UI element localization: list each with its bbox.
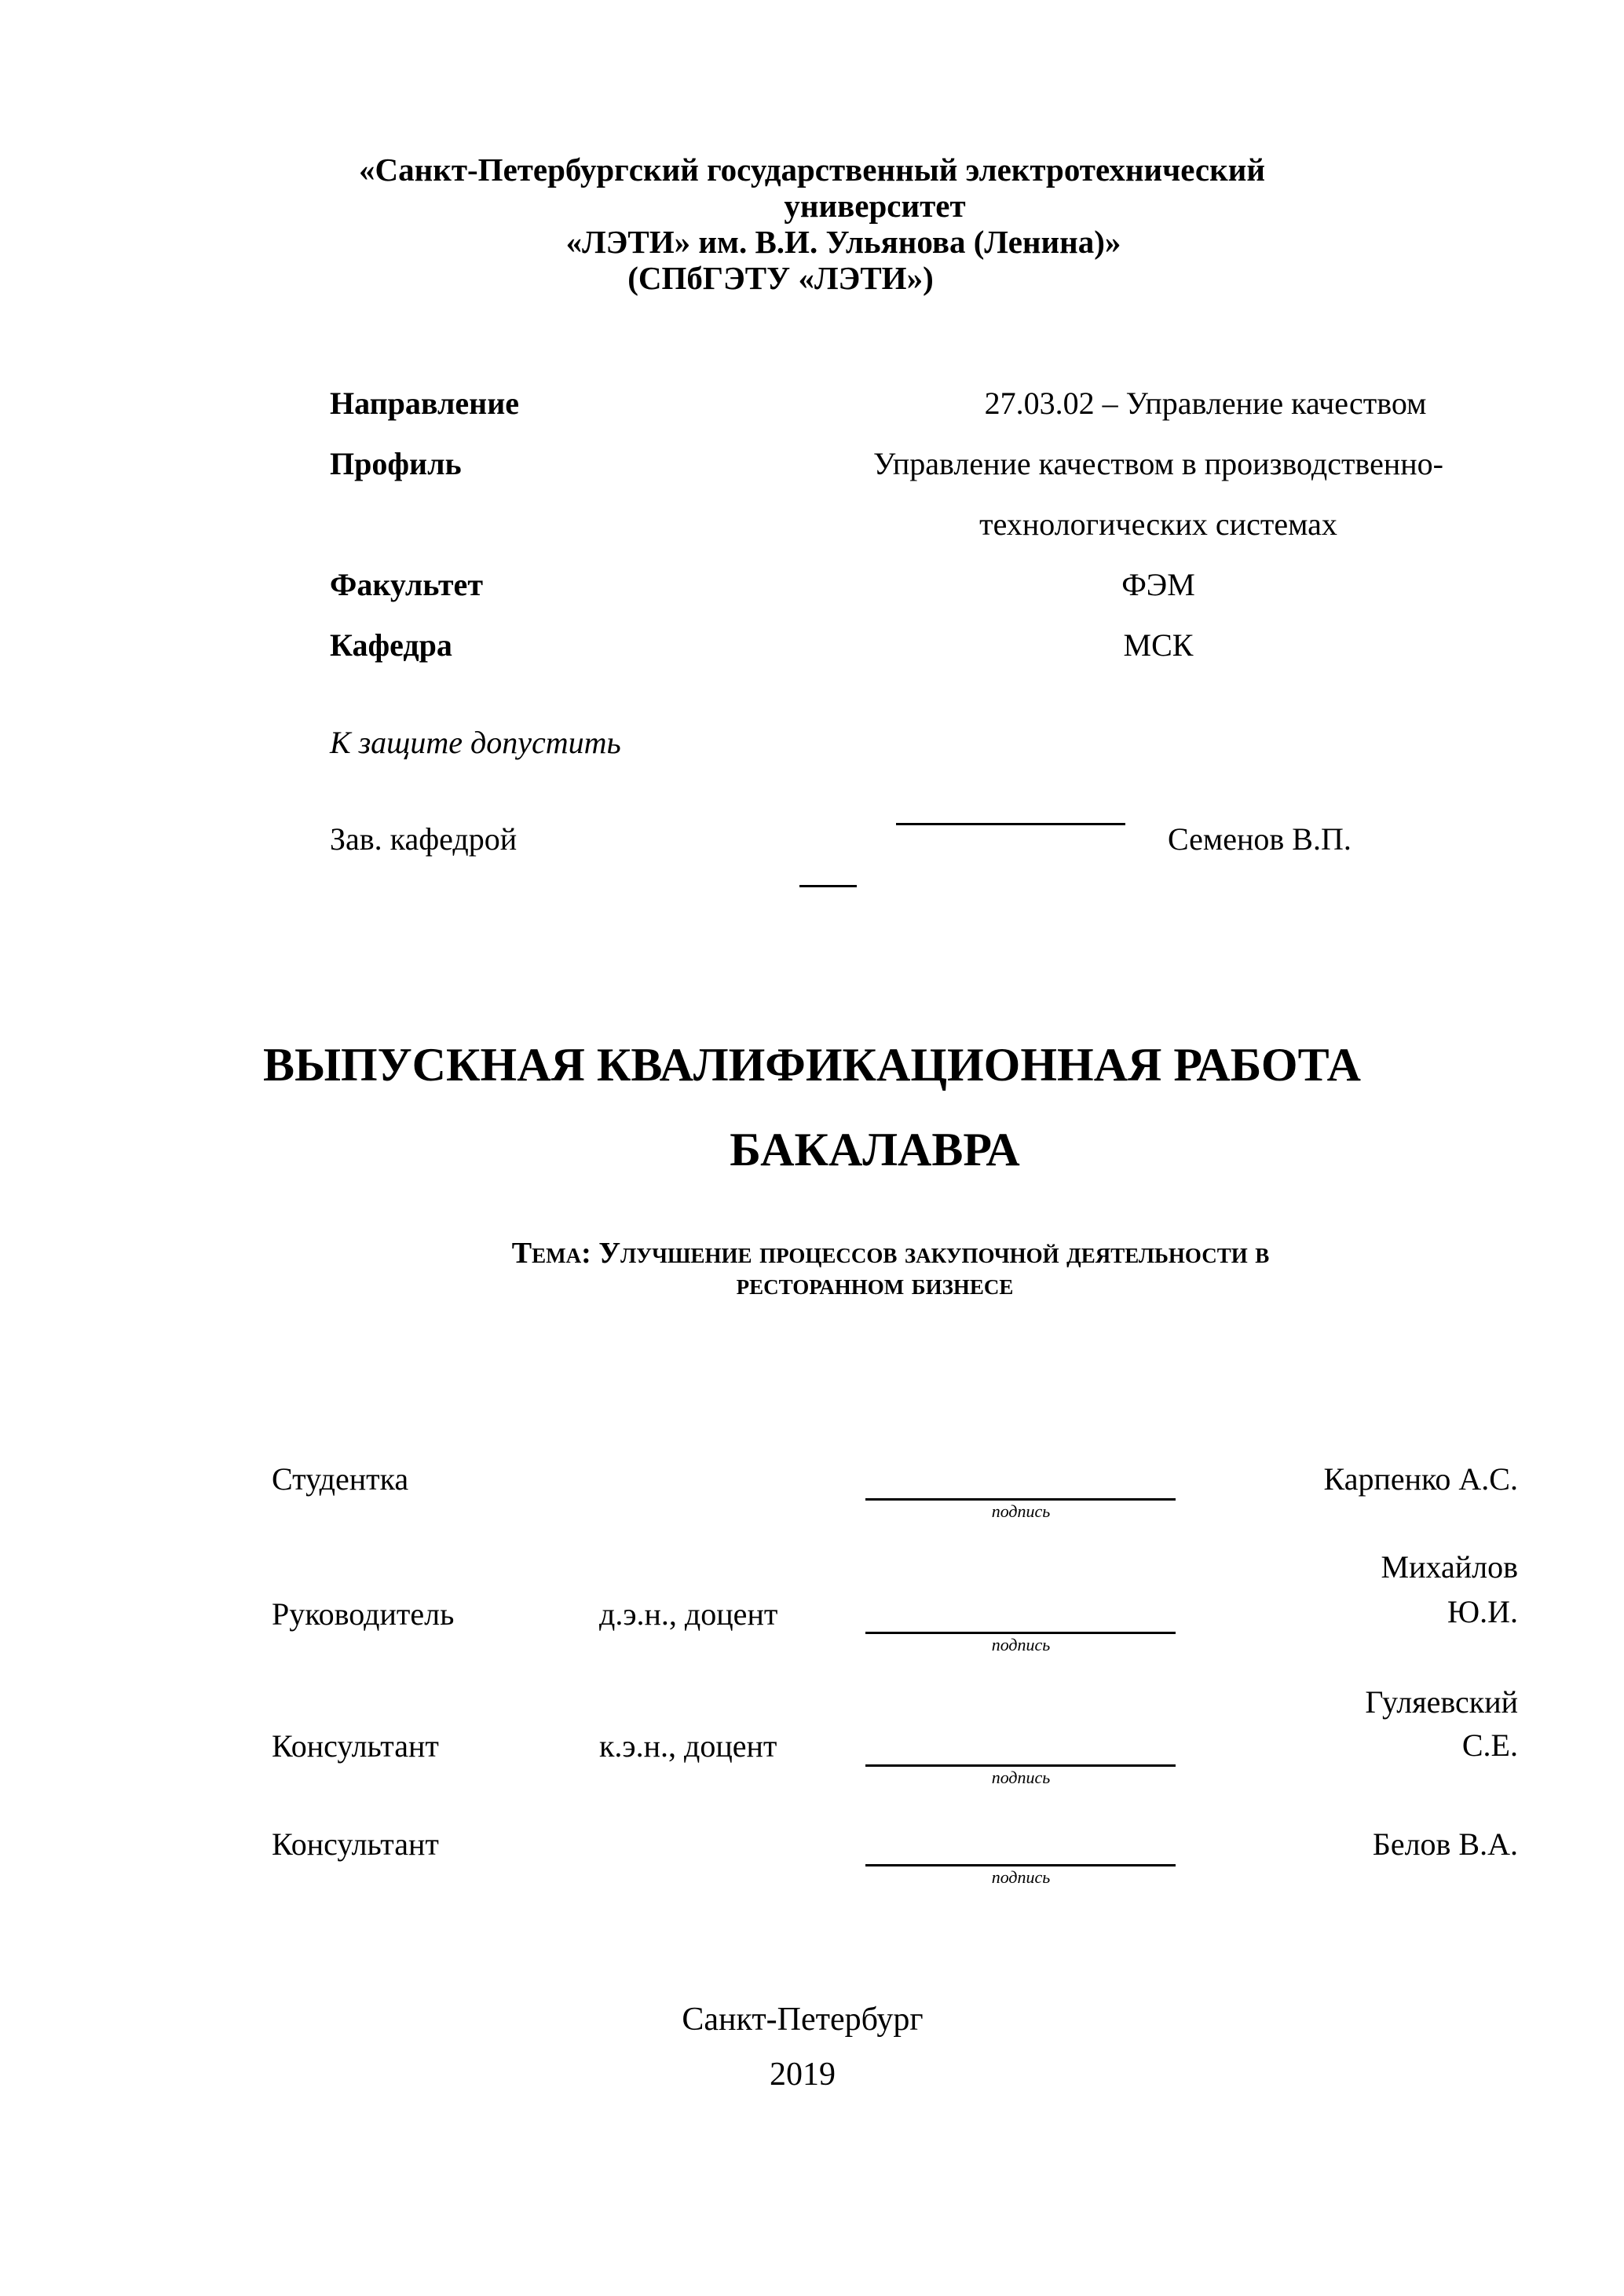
profile-value-line2: технологических системах bbox=[979, 506, 1337, 542]
signature-name-consultant-2: Белов В.А. bbox=[1372, 1826, 1518, 1862]
profile-value-line1: Управление качеством в производственно- bbox=[873, 446, 1443, 481]
profile-label: Профиль bbox=[330, 446, 462, 481]
thesis-topic-line1: Тема: Улучшение процессов закупочной деятельности в bbox=[511, 1237, 1270, 1270]
city: Санкт-Петербург bbox=[682, 2002, 924, 2038]
direction-label: Направление bbox=[330, 386, 519, 421]
signature-line-supervisor bbox=[865, 1632, 1176, 1634]
signature-role-consultant-1: Консультант bbox=[272, 1728, 439, 1764]
signature-caption-supervisor: подпись bbox=[991, 1635, 1051, 1654]
approval-name: Семенов В.П. bbox=[1168, 821, 1352, 857]
approval-title: К защите допустить bbox=[330, 725, 621, 760]
signature-caption-consultant-1: подпись bbox=[991, 1768, 1051, 1787]
year: 2019 bbox=[770, 2057, 836, 2093]
signature-role-student: Студентка bbox=[272, 1461, 409, 1497]
faculty-value: ФЭМ bbox=[1121, 567, 1195, 602]
thesis-title-line1: ВЫПУСКНАЯ КВАЛИФИКАЦИОННАЯ РАБОТА bbox=[263, 1039, 1361, 1091]
university-name-line3: «ЛЭТИ» им. В.И. Ульянова (Ленина)» bbox=[565, 224, 1121, 260]
thesis-title-line2: БАКАЛАВРА bbox=[730, 1124, 1020, 1175]
faculty-label: Факультет bbox=[330, 567, 483, 602]
approval-signature-line bbox=[896, 823, 1125, 825]
signature-line-student bbox=[865, 1498, 1176, 1501]
university-abbreviation: (СПбГЭТУ «ЛЭТИ») bbox=[627, 260, 934, 296]
approval-role: Зав. кафедрой bbox=[330, 821, 518, 857]
signature-name-consultant-1-line1: Гуляевский bbox=[1365, 1684, 1518, 1720]
direction-value: 27.03.02 – Управление качеством bbox=[984, 386, 1427, 421]
signature-role-consultant-2: Консультант bbox=[272, 1826, 439, 1862]
signature-name-supervisor-line1: Михайлов bbox=[1381, 1549, 1518, 1585]
university-name-line2: университет bbox=[784, 188, 966, 224]
signature-line-consultant-2 bbox=[865, 1864, 1176, 1866]
signature-name-consultant-1-line2: С.Е. bbox=[1461, 1727, 1518, 1763]
university-name-line1: «Санкт-Петербургский государственный электротехнический bbox=[359, 152, 1265, 188]
department-value: МСК bbox=[1123, 627, 1194, 663]
thesis-topic-line2: ресторанном бизнесе bbox=[736, 1268, 1014, 1301]
signature-line-consultant-1 bbox=[865, 1764, 1176, 1767]
approval-signature-line-tail bbox=[799, 885, 857, 887]
signature-degree-consultant-1: к.э.н., доцент bbox=[599, 1728, 777, 1764]
signature-degree-supervisor: д.э.н., доцент bbox=[599, 1596, 778, 1632]
signature-caption-student: подпись bbox=[991, 1501, 1051, 1521]
signature-role-supervisor: Руководитель bbox=[272, 1596, 455, 1632]
signature-caption-consultant-2: подпись bbox=[991, 1867, 1051, 1887]
signature-name-student: Карпенко А.С. bbox=[1323, 1461, 1518, 1497]
department-label: Кафедра bbox=[330, 627, 452, 663]
signature-name-supervisor-line2: Ю.И. bbox=[1447, 1594, 1518, 1629]
